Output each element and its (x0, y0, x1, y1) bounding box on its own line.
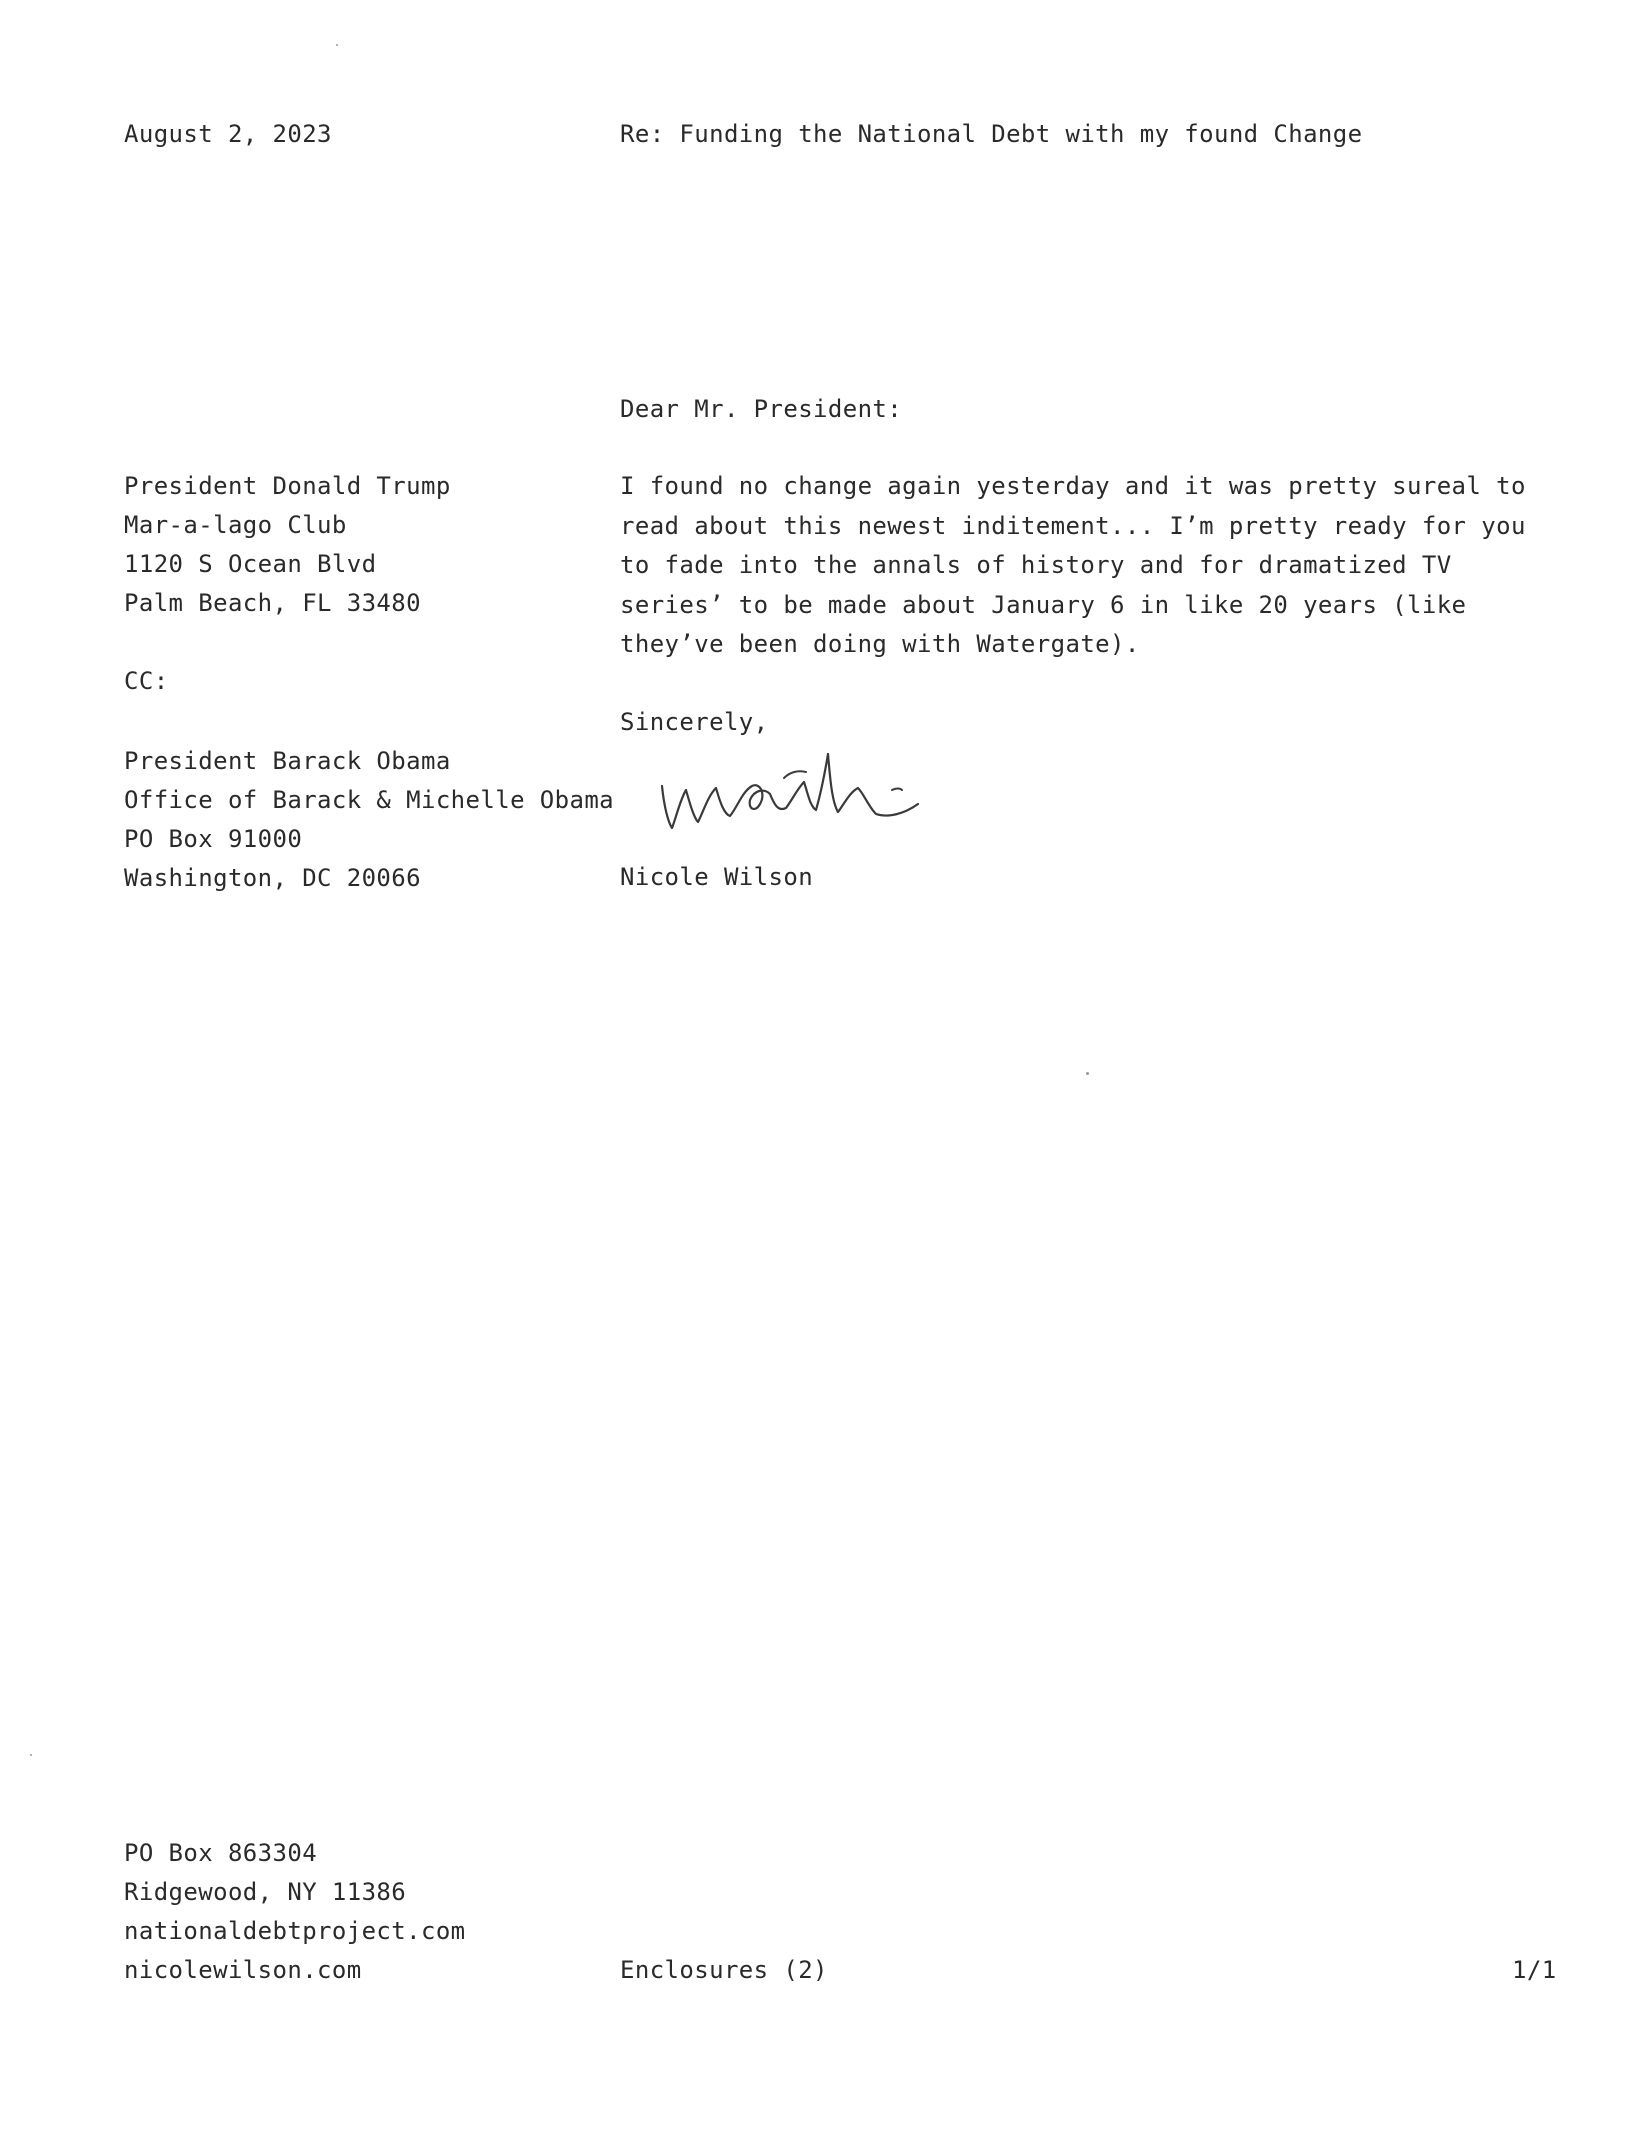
page-number: 1/1 (1512, 1956, 1557, 1984)
sender-address-line: Ridgewood, NY 11386 (124, 1878, 407, 1906)
enclosures-note: Enclosures (2) (620, 1956, 828, 1984)
sender-website: nicolewilson.com (124, 1956, 362, 1984)
cc-address-line: PO Box 91000 (124, 825, 303, 853)
cc-address-line: Office of Barack & Michelle Obama (124, 786, 615, 814)
handwritten-signature (656, 748, 938, 848)
letter-body: I found no change again yesterday and it was pretty sureal to read about this newest inditement... I’m pretty ready for you to fade into the annals of history and for dramatized TV series’ to be made about January 6 in like 20 years (like they’ve been doing with Watergate). (620, 472, 1526, 658)
scan-speck (30, 1754, 32, 1756)
cc-address-line: President Barack Obama (124, 747, 451, 775)
recipient-address-block (124, 467, 451, 623)
salutation: Dear Mr. President: (620, 395, 903, 423)
signer-name: Nicole Wilson (620, 863, 814, 891)
recipient-address-line: Mar-a-lago Club (124, 511, 347, 539)
cc-label: CC: (124, 667, 169, 695)
sender-address-block (124, 1834, 466, 1990)
recipient-address-line: Palm Beach, FL 33480 (124, 589, 421, 617)
sender-website: nationaldebtproject.com (124, 1917, 466, 1945)
closing: Sincerely, (620, 708, 769, 736)
sender-address-line: PO Box 863304 (124, 1839, 318, 1867)
scan-speck (1086, 1072, 1089, 1075)
letter-subject: Re: Funding the National Debt with my found Change (620, 120, 1363, 148)
recipient-address-line: 1120 S Ocean Blvd (124, 550, 377, 578)
recipient-address-line: President Donald Trump (124, 472, 451, 500)
scan-speck (336, 44, 338, 46)
cc-address-line: Washington, DC 20066 (124, 864, 421, 892)
cc-address-block (124, 742, 614, 898)
letter-date: August 2, 2023 (124, 120, 332, 148)
